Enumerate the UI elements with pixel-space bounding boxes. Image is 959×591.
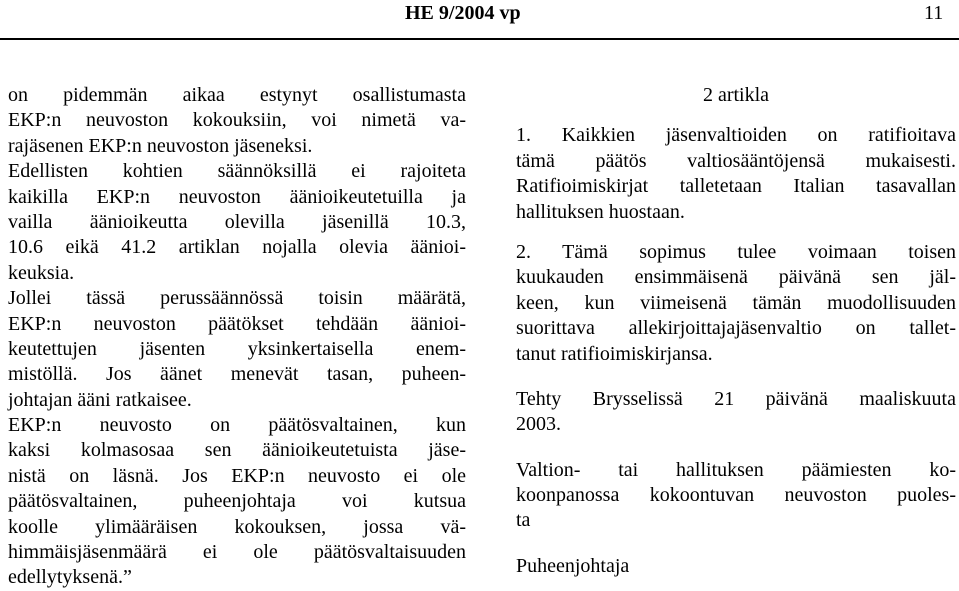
text-line: EKP:n neuvoston kokouksiin, voi nimetä va- — [8, 109, 466, 132]
text-line: edellytyksenä.” — [8, 566, 132, 589]
page-header — [0, 0, 959, 30]
document-id: HE 9/2004 vp — [405, 2, 521, 24]
text-line: ta — [516, 509, 531, 532]
page-number: 11 — [924, 2, 944, 24]
text-line: 1. Kaikkien jäsenvaltioiden on ratifioitava — [516, 124, 956, 147]
text-line: EKP:n neuvosto on päätösvaltainen, kun — [8, 414, 466, 437]
text-line: Ratifioimiskirjat talletetaan Italian tasavallan — [516, 175, 956, 198]
text-line: Valtion- tai hallituksen päämiesten ko- — [516, 458, 956, 481]
left-column — [8, 83, 466, 591]
text-line: koonpanossa kokoontuvan neuvoston puoles- — [516, 484, 956, 507]
council-statement — [516, 458, 956, 534]
text-line: kuukauden ensimmäisenä päivänä sen jäl- — [516, 266, 956, 289]
text-line: hallituksen huostaan. — [516, 200, 685, 223]
text-line: nistä on läsnä. Jos EKP:n neuvosto ei ole — [8, 464, 466, 487]
chairperson-label: Puheenjohtaja — [516, 554, 630, 577]
paragraph-ratification — [516, 123, 956, 225]
text-line: 2003. — [516, 413, 561, 436]
article-heading: 2 artikla — [702, 84, 770, 106]
text-line: keen, kun viimeisenä tämän muodollisuuden — [516, 291, 956, 314]
text-line: Edellisten kohtien säännöksillä ei rajoiteta — [8, 160, 466, 183]
right-column — [516, 83, 956, 579]
text-line: tämä päätös valtiosääntöjensä mukaisesti. — [516, 149, 956, 172]
text-line: päätösvaltainen, puheenjohtaja voi kutsua — [8, 490, 466, 513]
text-line: mistöllä. Jos äänet menevät tasan, puheen- — [8, 363, 466, 386]
text-line: keuksia. — [8, 261, 75, 284]
text-line: johtajan ääni ratkaisee. — [8, 388, 192, 411]
paragraph-entry-into-force — [516, 240, 956, 367]
header-rule — [0, 38, 959, 40]
signing-statement — [516, 387, 956, 438]
text-line: Jollei tässä perussäännössä toisin määrätä, — [8, 287, 466, 310]
text-line: kaksi kolmasosaa sen äänioikeutetuista jäse- — [8, 439, 466, 462]
text-line: himmäisjäsenmäärä ei ole päätösvaltaisuuden — [8, 541, 466, 564]
text-line: on pidemmän aikaa estynyt osallistumasta — [8, 84, 466, 106]
text-line: 10.6 eikä 41.2 artiklan nojalla olevia äänioi- — [8, 236, 466, 259]
text-line: suorittava allekirjoittajajäsenvaltio on tallet- — [516, 317, 956, 340]
text-line: koolle ylimääräisen kokouksen, jossa vä- — [8, 515, 466, 538]
text-line: kaikilla EKP:n neuvoston äänioikeutetuilla ja — [8, 185, 466, 208]
text-line: tanut ratifioimiskirjansa. — [516, 342, 713, 365]
text-line: 2. Tämä sopimus tulee voimaan toisen — [516, 240, 956, 263]
text-line: vailla äänioikeutta olevilla jäsenillä 10.3, — [8, 210, 466, 233]
text-line: rajäsenen EKP:n neuvoston jäseneksi. — [8, 134, 313, 157]
text-line: Tehty Brysselissä 21 päivänä maaliskuuta — [516, 387, 956, 410]
text-line: keutettujen jäsenten yksinkertaisella enem- — [8, 337, 466, 360]
text-line: EKP:n neuvoston päätökset tehdään äänioi- — [8, 312, 466, 335]
